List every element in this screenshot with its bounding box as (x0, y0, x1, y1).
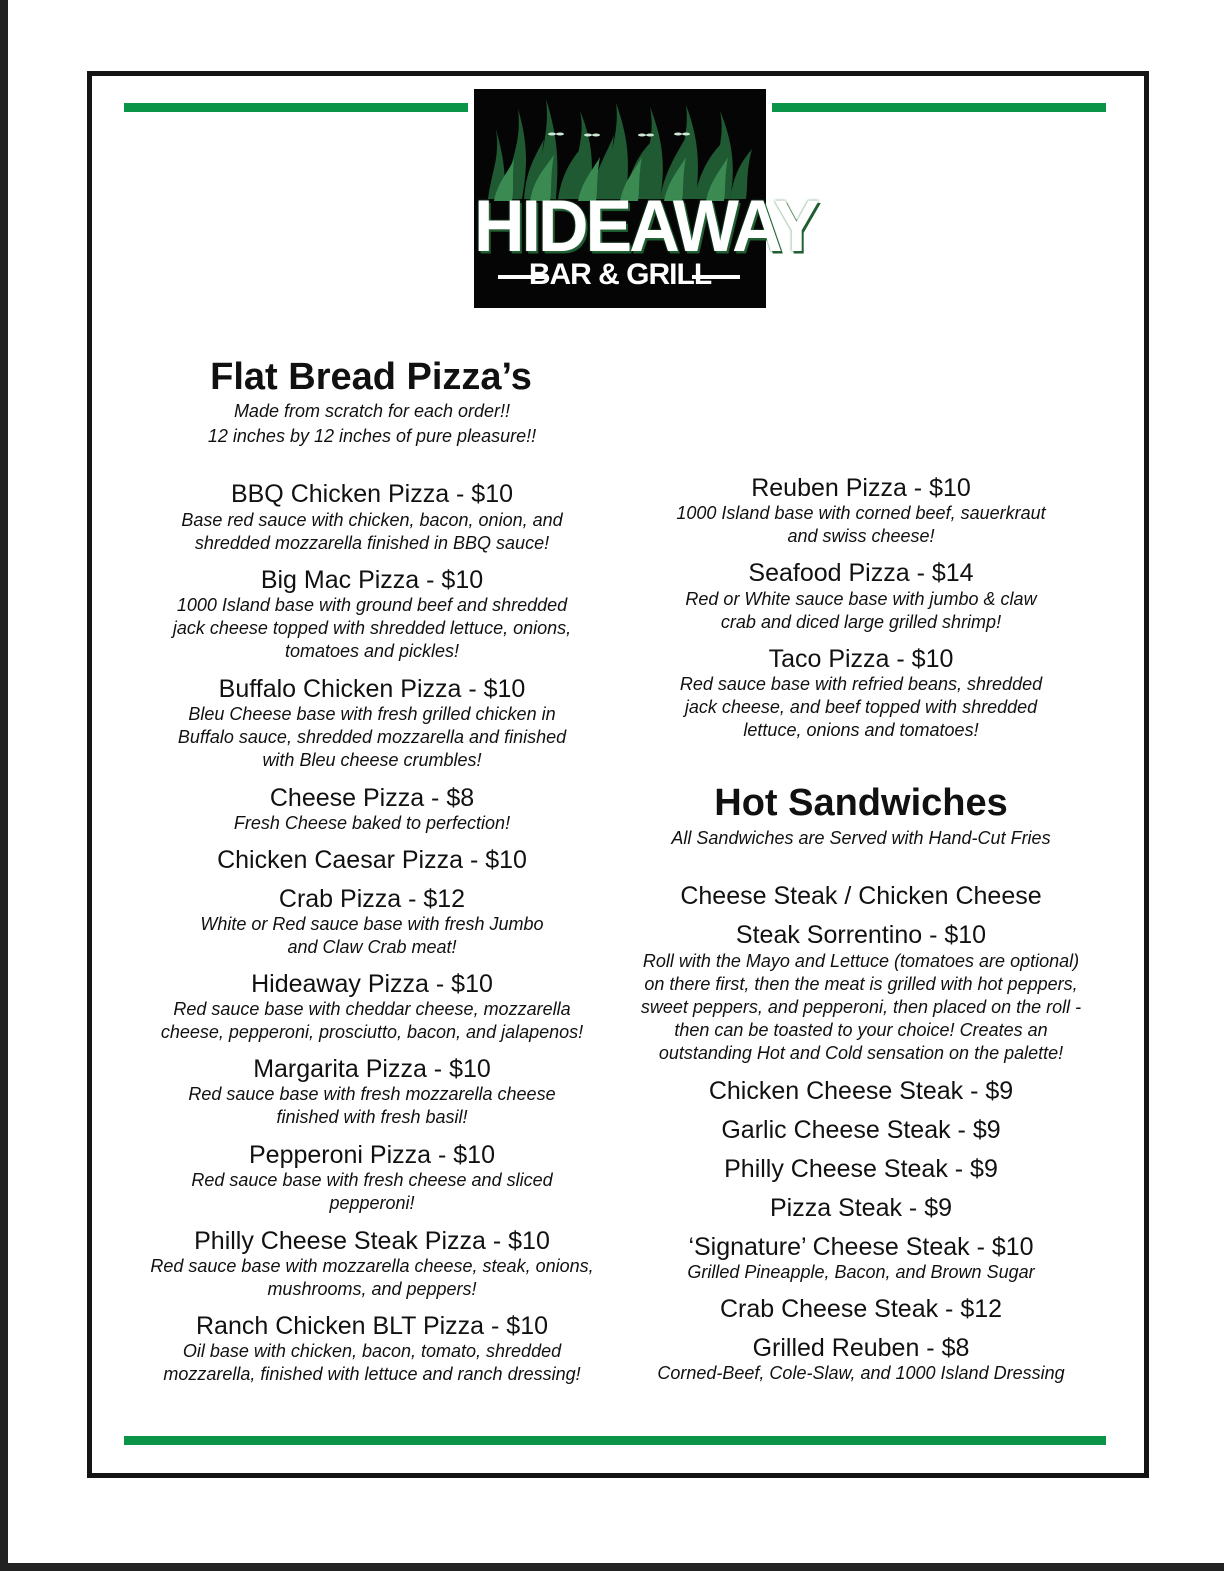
top-right-green-rule (772, 103, 1106, 112)
menu-item-name: Reuben Pizza - $10 (751, 474, 971, 502)
menu-item-desc: Red or White sauce base with jumbo & claw (685, 589, 1037, 609)
menu-item-desc: outstanding Hot and Cold sensation on the palette! (658, 1043, 1064, 1063)
menu-item-desc: on there first, then the meat is grilled with hot peppers, (644, 974, 1078, 994)
menu-item-desc: finished with fresh basil! (276, 1107, 468, 1127)
menu-item-name: Margarita Pizza - $10 (253, 1055, 491, 1083)
menu-item-name: Steak Sorrentino - $10 (735, 921, 987, 949)
menu-item-desc: jack cheese topped with shredded lettuce, onions, (172, 618, 572, 638)
menu-item-name: Chicken Caesar Pizza - $10 (217, 846, 527, 874)
logo-name: HIDEAWAY (474, 185, 817, 267)
menu-item-desc: Red sauce base with refried beans, shredded (679, 674, 1043, 694)
menu-item-desc: pepperoni! (329, 1193, 415, 1213)
menu-item-name: Seafood Pizza - $14 (748, 559, 974, 587)
menu-item-desc: cheese, pepperoni, prosciutto, bacon, and jalapenos! (160, 1022, 584, 1042)
menu-item-desc: tomatoes and pickles! (284, 641, 460, 661)
menu-item-desc: White or Red sauce base with fresh Jumbo (200, 914, 544, 934)
menu-item-desc: crab and diced large grilled shrimp! (720, 612, 1002, 632)
menu-item-desc: Red sauce base with fresh mozzarella cheese (188, 1084, 556, 1104)
menu-item-desc: Bleu Cheese base with fresh grilled chicken in (188, 704, 556, 724)
sandwiches-subtitle: All Sandwiches are Served with Hand-Cut Fries (671, 828, 1051, 848)
menu-item-name: Garlic Cheese Steak - $9 (721, 1116, 1001, 1144)
menu-item-desc: Fresh Cheese baked to perfection! (233, 813, 511, 833)
menu-item-desc: and swiss cheese! (787, 526, 935, 546)
menu-item-desc: Base red sauce with chicken, bacon, onion, and (181, 510, 563, 530)
menu-item-desc: with Bleu cheese crumbles! (262, 750, 482, 770)
menu-item-desc: mushrooms, and peppers! (267, 1279, 477, 1299)
menu-item-desc: then can be toasted to your choice! Creates an (674, 1020, 1048, 1040)
menu-item-desc: Red sauce base with cheddar cheese, mozzarella (173, 999, 571, 1019)
menu-item-desc: and Claw Crab meat! (287, 937, 457, 957)
menu-item-desc: Oil base with chicken, bacon, tomato, shredded (182, 1341, 562, 1361)
menu-item-desc: sweet peppers, and pepperoni, then placed on the roll - (640, 997, 1082, 1017)
menu-item-name: Grilled Reuben - $8 (752, 1334, 970, 1362)
menu-item-name: BBQ Chicken Pizza - $10 (230, 480, 514, 508)
menu-item-desc: jack cheese, and beef topped with shredded (684, 697, 1038, 717)
logo-tagline: BAR & GRILL (528, 258, 712, 291)
menu-item-desc: 1000 Island base with ground beef and shredded (176, 595, 568, 615)
menu-item-name: Crab Cheese Steak - $12 (719, 1295, 1003, 1323)
menu-item-name: Cheese Steak / Chicken Cheese (680, 882, 1042, 910)
menu-item-name: Taco Pizza - $10 (768, 645, 954, 673)
page-edge-left (0, 0, 8, 1571)
top-left-green-rule (124, 103, 468, 112)
flatbread-title: Flat Bread Pizza’s (210, 356, 532, 398)
menu-item-desc: shredded mozzarella finished in BBQ sauce! (194, 533, 550, 553)
menu-item-desc: Red sauce base with mozzarella cheese, steak, onions, (150, 1256, 594, 1276)
menu-item-name: Pizza Steak - $9 (769, 1194, 953, 1222)
menu-item-name: Chicken Cheese Steak - $9 (708, 1077, 1014, 1105)
page-edge-bottom (0, 1563, 1224, 1571)
menu-item-desc: Buffalo sauce, shredded mozzarella and finished (177, 727, 567, 747)
menu-item-name: ‘Signature’ Cheese Steak - $10 (688, 1233, 1034, 1261)
menu-item-desc: 1000 Island base with corned beef, sauerkraut (676, 503, 1046, 523)
menu-item-name: Hideaway Pizza - $10 (251, 970, 493, 998)
menu-item-name: Cheese Pizza - $8 (269, 784, 475, 812)
menu-item-desc: Grilled Pineapple, Bacon, and Brown Sugar (687, 1262, 1035, 1282)
bottom-green-rule (124, 1436, 1106, 1445)
menu-item-name: Philly Cheese Steak - $9 (724, 1155, 998, 1183)
menu-item-name: Pepperoni Pizza - $10 (249, 1141, 495, 1169)
menu-item-name: Big Mac Pizza - $10 (260, 566, 484, 594)
menu-item-desc: Corned-Beef, Cole-Slaw, and 1000 Island Dressing (657, 1363, 1065, 1383)
menu-item-name: Crab Pizza - $12 (278, 885, 466, 913)
flatbread-subtitle-1: Made from scratch for each order!! (233, 401, 511, 421)
flatbread-subtitle-2: 12 inches by 12 inches of pure pleasure!! (207, 426, 537, 446)
menu-item-desc: lettuce, onions and tomatoes! (743, 720, 979, 740)
menu-item-name: Ranch Chicken BLT Pizza - $10 (195, 1312, 549, 1340)
menu-item-desc: mozzarella, finished with lettuce and ranch dressing! (163, 1364, 581, 1384)
menu-item-name: Buffalo Chicken Pizza - $10 (218, 675, 526, 703)
menu-item-desc: Roll with the Mayo and Lettuce (tomatoes are optional) (642, 951, 1080, 971)
menu-item-desc: Red sauce base with fresh cheese and sliced (191, 1170, 553, 1190)
sandwiches-title: Hot Sandwiches (714, 782, 1008, 824)
menu-item-name: Philly Cheese Steak Pizza - $10 (194, 1227, 550, 1255)
